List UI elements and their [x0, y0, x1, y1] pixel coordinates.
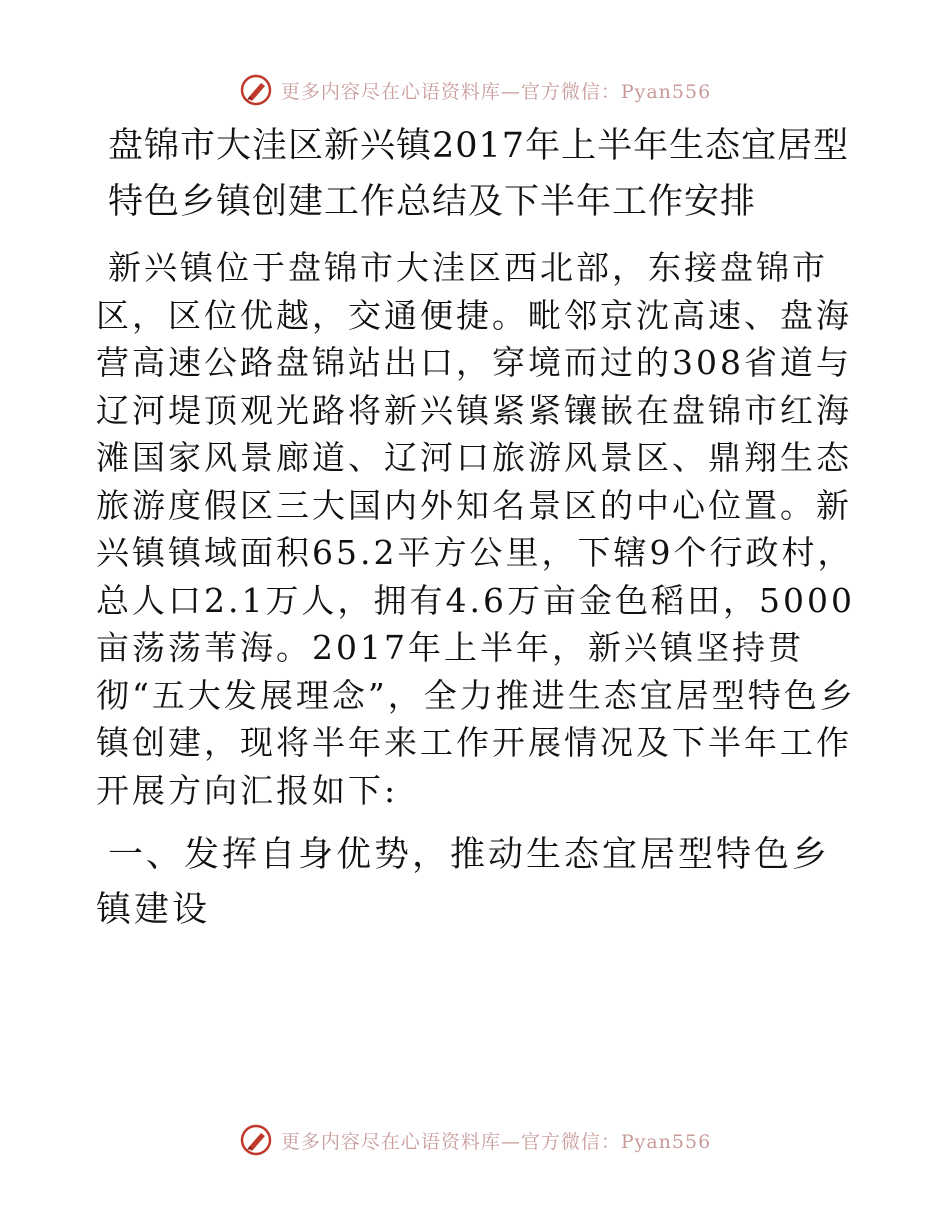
- watermark-wechat: 官方微信：Pyan556: [520, 1130, 712, 1153]
- watermark-wechat: 官方微信：Pyan556: [520, 80, 712, 103]
- watermark-separator: —: [500, 1130, 521, 1153]
- watermark-separator: —: [500, 80, 521, 103]
- document-body: [96, 118, 856, 938]
- section-heading-1: 一、发挥自身优势，推动生态宜居型特色乡镇建设: [96, 835, 831, 930]
- document-title: 盘锦市大洼区新兴镇2017年上半年生态宜居型特色乡镇创建工作总结及下半年工作安排: [108, 126, 850, 222]
- header-watermark-banner: [0, 70, 950, 110]
- watermark-text: 更多内容尽在心语资料库: [280, 1130, 501, 1153]
- intro-paragraph: 新兴镇位于盘锦市大洼区西北部，东接盘锦市区，区位优越，交通便捷。毗邻京沈高速、盘海营高速公路盘锦站出口，穿境而过的308省道与辽河堤顶观光路将新兴镇紧紧镶嵌在盘锦市红海滩国家风景廊道、辽河口旅游风景区、鼎翔生态旅游度假区三大国内外知名景区的中心位置。新兴镇镇域面积65.2平方公里，下辖9个行政村，总人口2.1万人，拥有4.6万亩金色稻田，5000亩荡荡苇海。2017年上半年，新兴镇坚持贯彻“五大发展理念”，全力推进生态宜居型特色乡镇创建，现将半年来工作开展情况及下半年工作开展方向汇报如下:: [96, 248, 856, 810]
- footer-watermark-banner: [0, 1120, 950, 1160]
- watermark-text: 更多内容尽在心语资料库: [280, 80, 501, 103]
- pen-logo-icon: [239, 1123, 273, 1157]
- pen-logo-icon: [239, 73, 273, 107]
